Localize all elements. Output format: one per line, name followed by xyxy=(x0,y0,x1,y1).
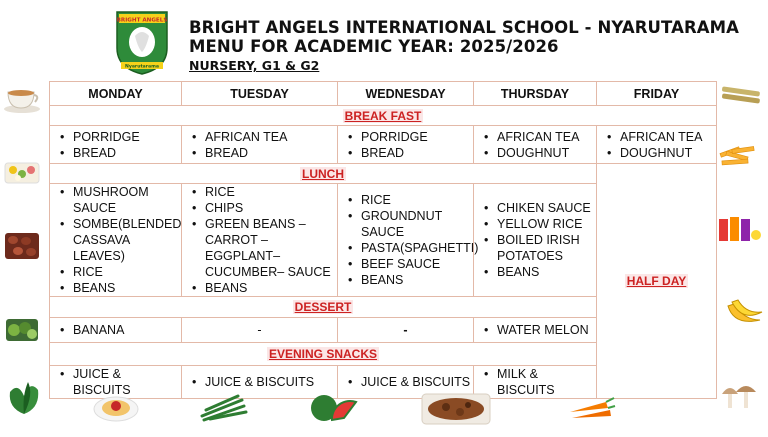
day-thursday: THURSDAY xyxy=(474,82,597,106)
list-item: • PORRIDGE xyxy=(346,129,473,145)
spaghetti-icon xyxy=(92,391,140,423)
menu-year: MENU FOR ACADEMIC YEAR: 2025/2026 xyxy=(189,37,559,56)
green-beans-icon xyxy=(198,392,248,422)
dessert-thursday xyxy=(474,318,597,343)
day-wednesday: WEDNESDAY xyxy=(338,82,474,106)
breakfast-title-row xyxy=(50,106,717,126)
list-item: • DOUGHNUT xyxy=(605,145,716,161)
list-item: • BEANS xyxy=(190,280,337,296)
day-friday: FRIDAY xyxy=(597,82,717,106)
list-item: • MUSHROOM SAUCE xyxy=(58,184,181,216)
breakfast-thursday xyxy=(474,126,597,164)
list-item: • BOILED IRISH POTATOES xyxy=(482,232,596,264)
list-item: • GREEN BEANS – CARROT – EGGPLANT– CUCUMBER– SAUCE xyxy=(190,216,337,280)
list-item: • GROUNDNUT SAUCE xyxy=(346,208,473,240)
list-item: • JUICE & BISCUITS xyxy=(346,374,473,390)
list-item: • CHIPS xyxy=(190,200,337,216)
list-item: • RICE xyxy=(346,192,473,208)
sugarcane-icon xyxy=(720,85,762,107)
lunch-title-row xyxy=(50,164,717,184)
list-item: • DOUGHNUT xyxy=(482,145,596,161)
list-item: • RICE xyxy=(58,264,181,280)
grade-levels: NURSERY, G1 & G2 xyxy=(189,58,320,73)
breakfast-tuesday xyxy=(182,126,338,164)
beef-sauce-icon xyxy=(420,392,492,426)
breakfast-friday xyxy=(597,126,717,164)
dessert-monday xyxy=(50,318,182,343)
juice-icon xyxy=(716,213,762,243)
list-item: • YELLOW RICE xyxy=(482,216,596,232)
beans-icon xyxy=(4,232,40,260)
friday-half-day xyxy=(597,164,717,399)
school-logo xyxy=(113,8,171,76)
tea-cup-icon xyxy=(2,84,42,114)
list-item: • BREAD xyxy=(346,145,473,161)
list-item: • JUICE & BISCUITS xyxy=(190,374,337,390)
logo-text-top: BRIGHT ANGELS xyxy=(116,17,168,24)
lunch-wednesday xyxy=(338,184,479,297)
list-item: • PORRIDGE xyxy=(58,129,181,145)
list-item: • AFRICAN TEA xyxy=(605,129,716,145)
header-row xyxy=(50,82,717,106)
chips-icon xyxy=(716,140,758,170)
list-item: • AFRICAN TEA xyxy=(482,129,596,145)
lunch-tuesday xyxy=(182,184,338,297)
list-item: • BEANS xyxy=(346,272,473,288)
dessert-tuesday: - xyxy=(182,318,338,343)
vegetables-icon xyxy=(5,318,39,342)
list-item: • SOMBE(BLENDED CASSAVA LEAVES) xyxy=(58,216,181,264)
day-monday: MONDAY xyxy=(50,82,182,106)
school-name: BRIGHT ANGELS INTERNATIONAL SCHOOL - NYARUTARAMA xyxy=(189,18,740,37)
breakfast-monday xyxy=(50,126,182,164)
header-title xyxy=(189,18,739,74)
day-tuesday: TUESDAY xyxy=(182,82,338,106)
section-breakfast: BREAK FAST xyxy=(344,108,422,123)
carrots-icon xyxy=(566,394,616,420)
lunch-thursday xyxy=(474,184,597,297)
list-item: • BREAD xyxy=(58,145,181,161)
menu-table xyxy=(49,81,717,399)
list-item: • JUICE & BISCUITS xyxy=(58,366,181,398)
list-item: • MILK & BISCUITS xyxy=(482,366,596,398)
list-item: • PASTA(SPAGHETTI) xyxy=(346,240,473,256)
breakfast-wednesday xyxy=(338,126,474,164)
list-item: • CHIKEN SAUCE xyxy=(482,200,596,216)
logo-text-bottom: Nyarutarama xyxy=(124,64,160,70)
list-item: • BEEF SAUCE xyxy=(346,256,473,272)
list-item: • WATER MELON xyxy=(482,322,596,338)
spinach-icon xyxy=(4,378,44,416)
mushrooms-icon xyxy=(718,380,758,412)
section-lunch: LUNCH xyxy=(302,166,344,181)
list-item: • BEANS xyxy=(482,264,596,280)
rice-dish-icon xyxy=(4,160,40,186)
watermelon-icon xyxy=(308,392,358,422)
list-item: • BREAD xyxy=(190,145,337,161)
list-item: • BANANA xyxy=(58,322,181,338)
section-evening-snacks: EVENING SNACKS xyxy=(268,347,378,361)
lunch-monday xyxy=(50,184,182,297)
list-item: • RICE xyxy=(190,184,337,200)
list-item: • BEANS xyxy=(58,280,181,296)
breakfast-row xyxy=(50,126,717,164)
dessert-wednesday: - xyxy=(338,318,474,343)
banana-icon xyxy=(724,298,764,328)
half-day-label: HALF DAY xyxy=(626,274,687,288)
section-dessert: DESSERT xyxy=(294,300,352,314)
list-item: • AFRICAN TEA xyxy=(190,129,337,145)
